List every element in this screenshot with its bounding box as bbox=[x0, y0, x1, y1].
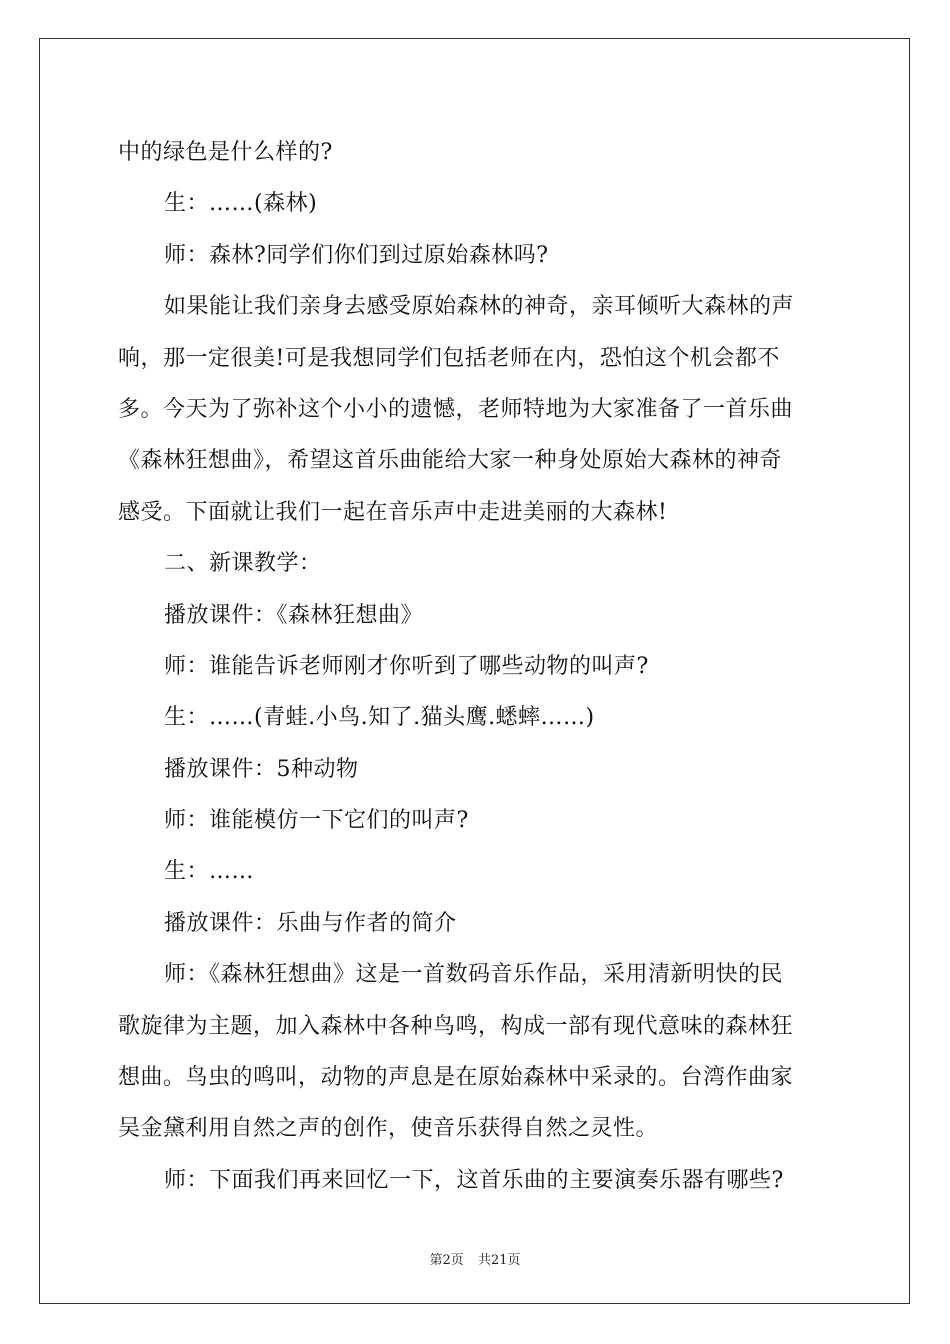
text-line: 师：下面我们再来回忆一下，这首乐曲的主要演奏乐器有哪些? bbox=[164, 1167, 784, 1193]
text-line: 师：谁能告诉老师刚才你听到了哪些动物的叫声? bbox=[164, 653, 649, 679]
text-line: 响，那一定很美!可是我想同学们包括老师在内，恐怕这个机会都不 bbox=[118, 345, 780, 371]
text-line: 播放课件：乐曲与作者的简介 bbox=[164, 910, 457, 936]
text-line: 多。今天为了弥补这个小小的遗憾，老师特地为大家准备了一首乐曲 bbox=[118, 396, 794, 422]
text-line: 师：森林?同学们你们到过原始森林吗? bbox=[164, 242, 549, 268]
text-line: 师：《森林狂想曲》这是一首数码音乐作品，采用清新明快的民 bbox=[164, 962, 784, 988]
page-footer bbox=[0, 1249, 950, 1268]
text-line: 想曲。鸟虫的鸣叫，动物的声息是在原始森林中采录的。台湾作曲家 bbox=[118, 1065, 794, 1091]
text-line: 师：谁能模仿一下它们的叫声? bbox=[164, 808, 469, 834]
text-line: 生：……(森林) bbox=[164, 191, 318, 217]
text-line: 生：…… bbox=[164, 859, 255, 885]
text-line: 二、新课教学： bbox=[164, 551, 322, 577]
total-pages-label: 共21页 bbox=[477, 1253, 521, 1268]
current-page-label: 第2页 bbox=[429, 1253, 464, 1268]
text-line: 吴金黛利用自然之声的创作，使音乐获得自然之灵性。 bbox=[118, 1116, 659, 1142]
text-line: 如果能让我们亲身去感受原始森林的神奇，亲耳倾听大森林的声 bbox=[164, 294, 795, 320]
text-line: 歌旋律为主题，加入森林中各种鸟鸣，构成一部有现代意味的森林狂 bbox=[118, 1013, 794, 1039]
document-body bbox=[118, 127, 834, 1206]
text-line: 《森林狂想曲》，希望这首乐曲能给大家一种身处原始大森林的神奇 bbox=[118, 448, 783, 474]
text-line: 播放课件：《森林狂想曲》 bbox=[164, 602, 424, 628]
text-line: 生：……(青蛙.小鸟.知了.猫头鹰.蟋蟀……) bbox=[164, 705, 595, 731]
text-line: 感受。下面就让我们一起在音乐声中走进美丽的大森林! bbox=[118, 499, 668, 525]
text-line: 中的绿色是什么样的? bbox=[118, 140, 333, 165]
text-line: 播放课件：5种动物 bbox=[164, 756, 359, 782]
